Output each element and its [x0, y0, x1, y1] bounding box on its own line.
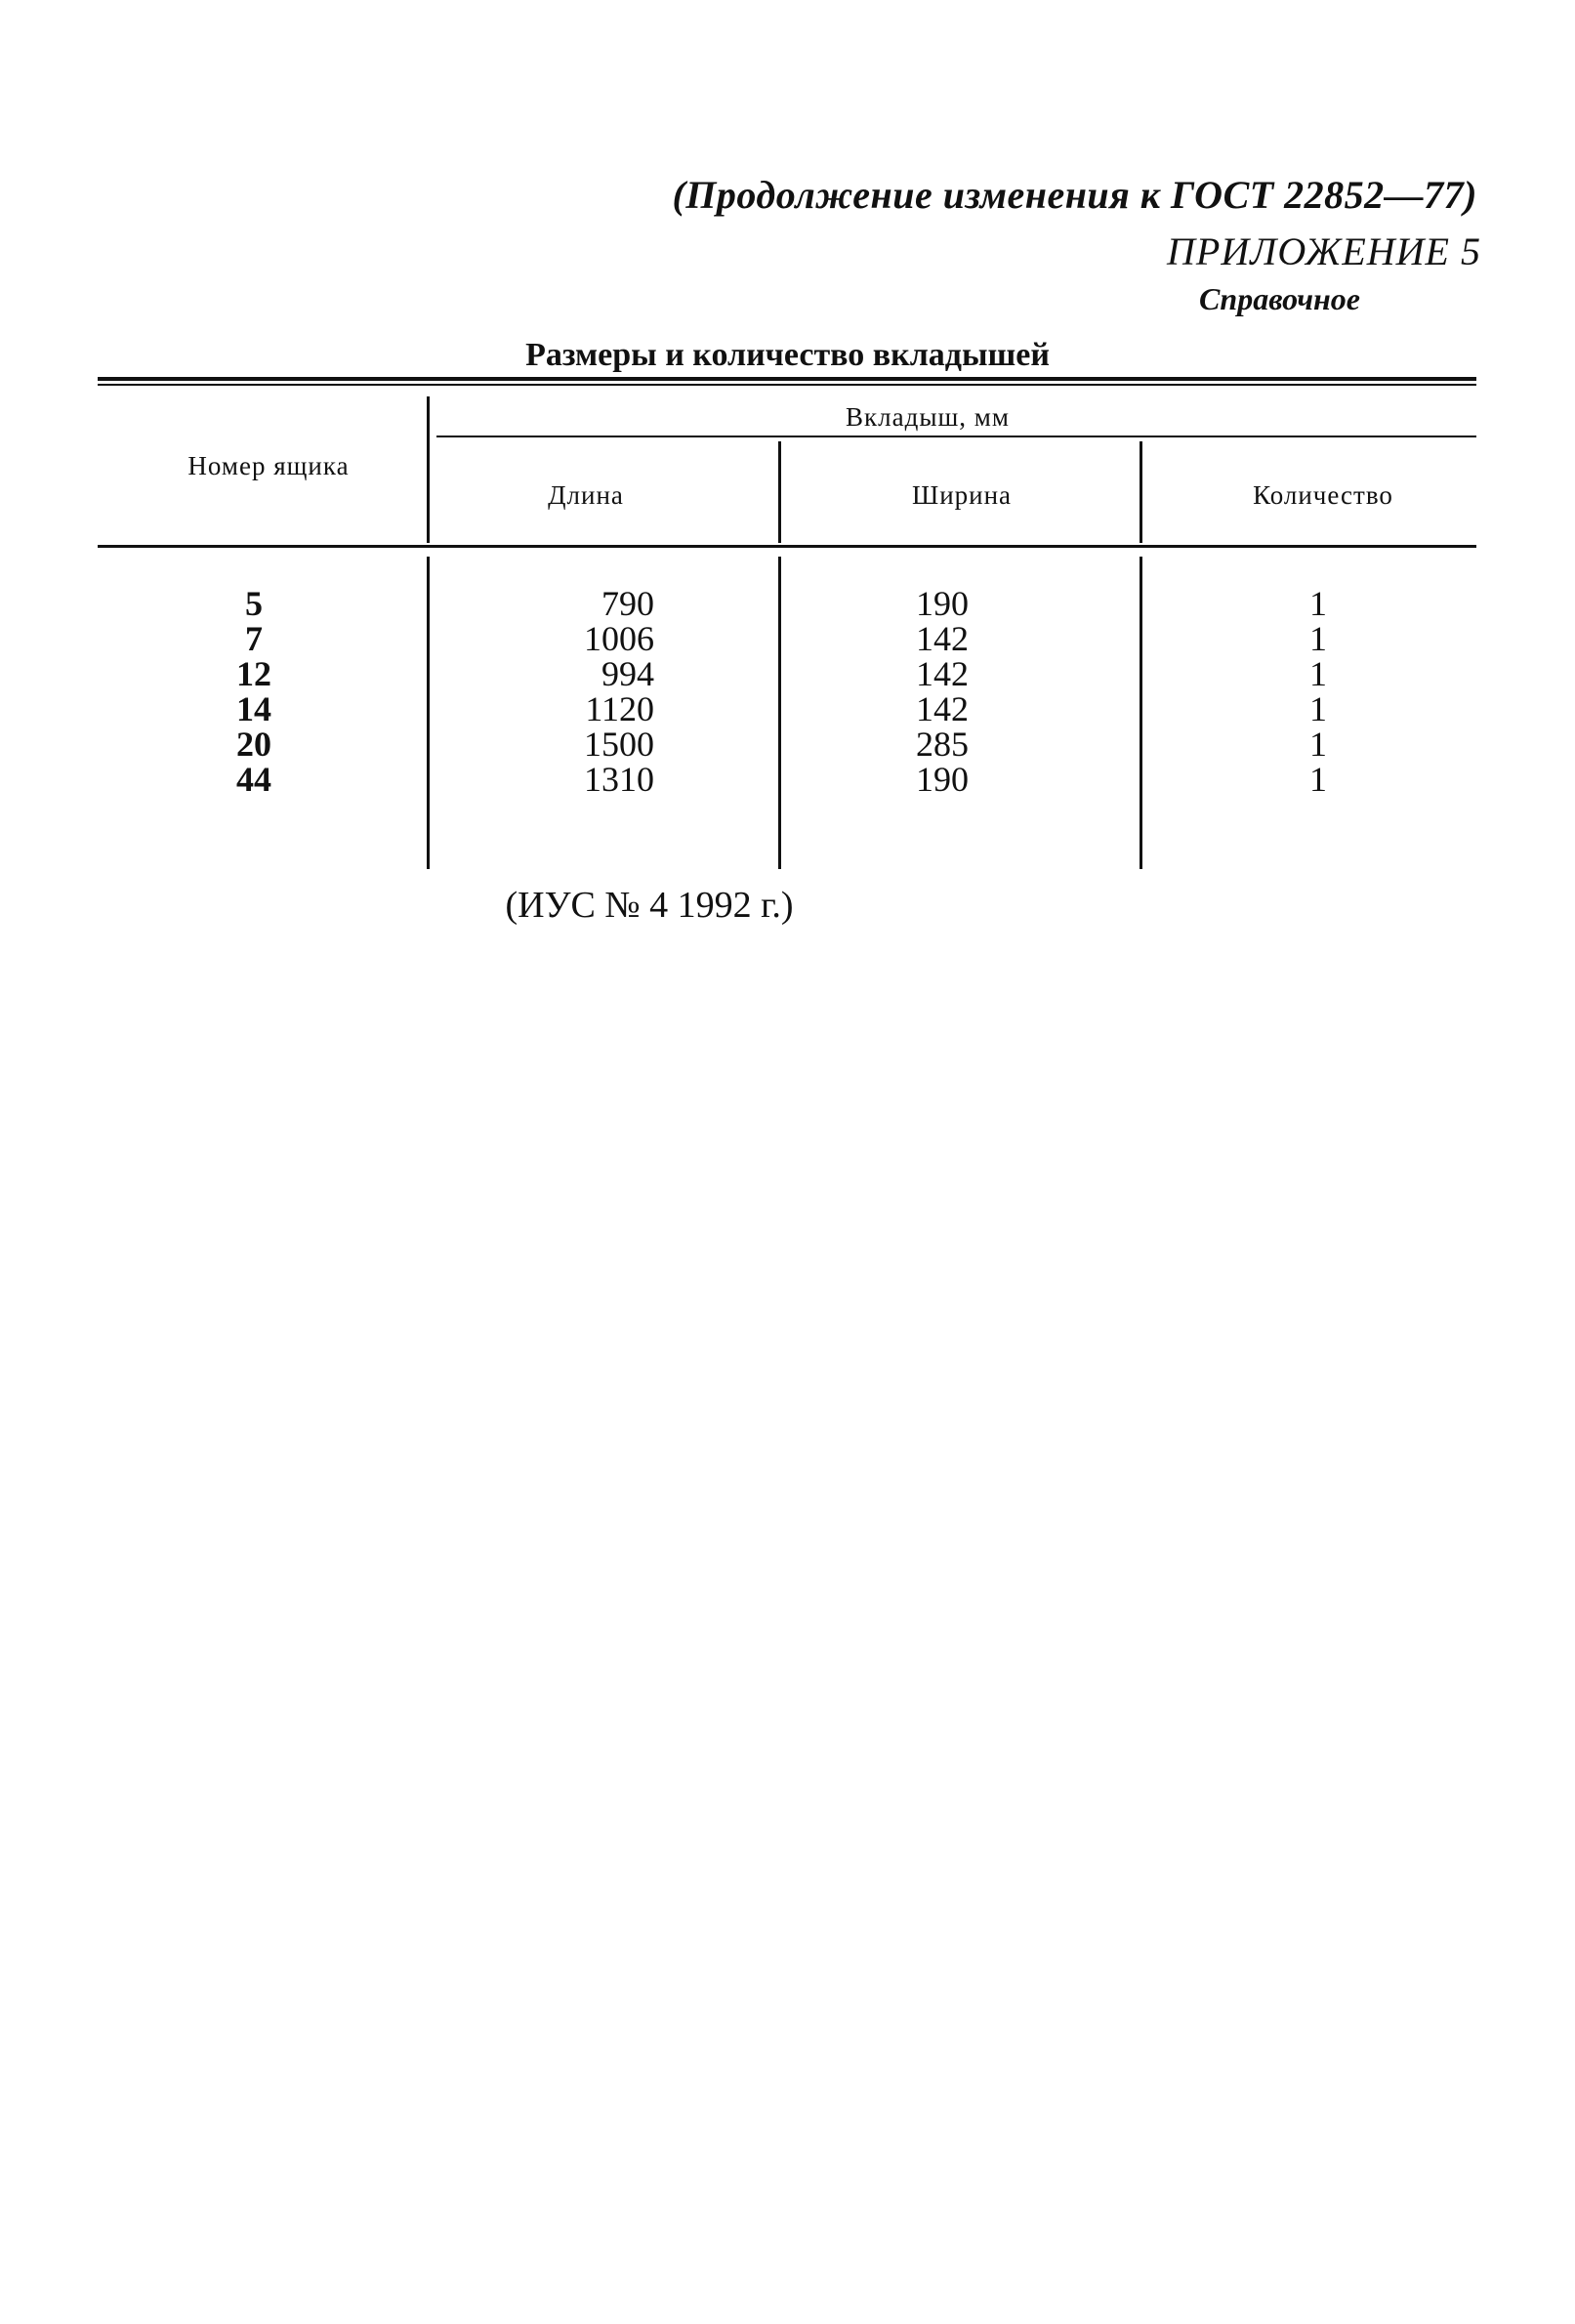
header-insert-group: Вкладыш, мм — [846, 402, 1010, 432]
table-cell: 1 — [1309, 725, 1327, 764]
header-width: Ширина — [911, 480, 1013, 510]
table-cell: 14 — [236, 689, 271, 728]
header-bottom-rule — [98, 545, 1476, 548]
table-cell: 1500 — [584, 725, 654, 764]
table-cell: 7 — [245, 619, 263, 658]
table-cell: 190 — [916, 760, 969, 799]
column-box-number — [171, 586, 337, 797]
table-cell: 994 — [601, 654, 654, 693]
table-cell: 44 — [236, 760, 271, 799]
source-note: (ИУС № 4 1992 г.) — [505, 885, 794, 926]
table-cell: 12 — [236, 654, 271, 693]
table-cell: 142 — [916, 654, 969, 693]
table-cell: 1 — [1309, 689, 1327, 728]
column-length — [488, 586, 654, 797]
continuation-note: (Продолжение изменения к ГОСТ 22852—77) — [672, 173, 1477, 217]
table-top-rule-thin — [98, 384, 1476, 386]
divider-box-body — [427, 557, 430, 869]
divider-length-body — [778, 557, 781, 869]
table-cell: 142 — [916, 689, 969, 728]
table-cell: 1120 — [585, 689, 654, 728]
table-title: Размеры и количество вкладышей — [525, 337, 1050, 373]
table-cell: 790 — [601, 584, 654, 623]
appendix-type: Справочное — [1199, 281, 1360, 316]
divider-box-header — [427, 396, 430, 543]
table-cell: 1 — [1309, 619, 1327, 658]
table-cell: 285 — [916, 725, 969, 764]
header-box-number: Номер ящика — [187, 451, 350, 480]
header-group-rule — [436, 436, 1476, 437]
table-cell: 1 — [1309, 654, 1327, 693]
table-cell: 1006 — [584, 619, 654, 658]
table-cell: 1 — [1309, 760, 1327, 799]
divider-width-body — [1140, 557, 1142, 869]
header-quantity: Количество — [1253, 480, 1393, 510]
divider-width-header — [1140, 441, 1142, 543]
column-width — [859, 586, 1025, 797]
appendix-title: ПРИЛОЖЕНИЕ 5 — [1167, 229, 1481, 273]
table-cell: 142 — [916, 619, 969, 658]
table-cell: 190 — [916, 584, 969, 623]
table-cell: 1 — [1309, 584, 1327, 623]
table-top-rule — [98, 377, 1476, 381]
column-quantity — [1240, 586, 1396, 797]
table-cell: 5 — [245, 584, 263, 623]
table-cell: 20 — [236, 725, 271, 764]
divider-length-header — [778, 441, 781, 543]
header-length: Длина — [548, 480, 624, 510]
table-cell: 1310 — [584, 760, 654, 799]
